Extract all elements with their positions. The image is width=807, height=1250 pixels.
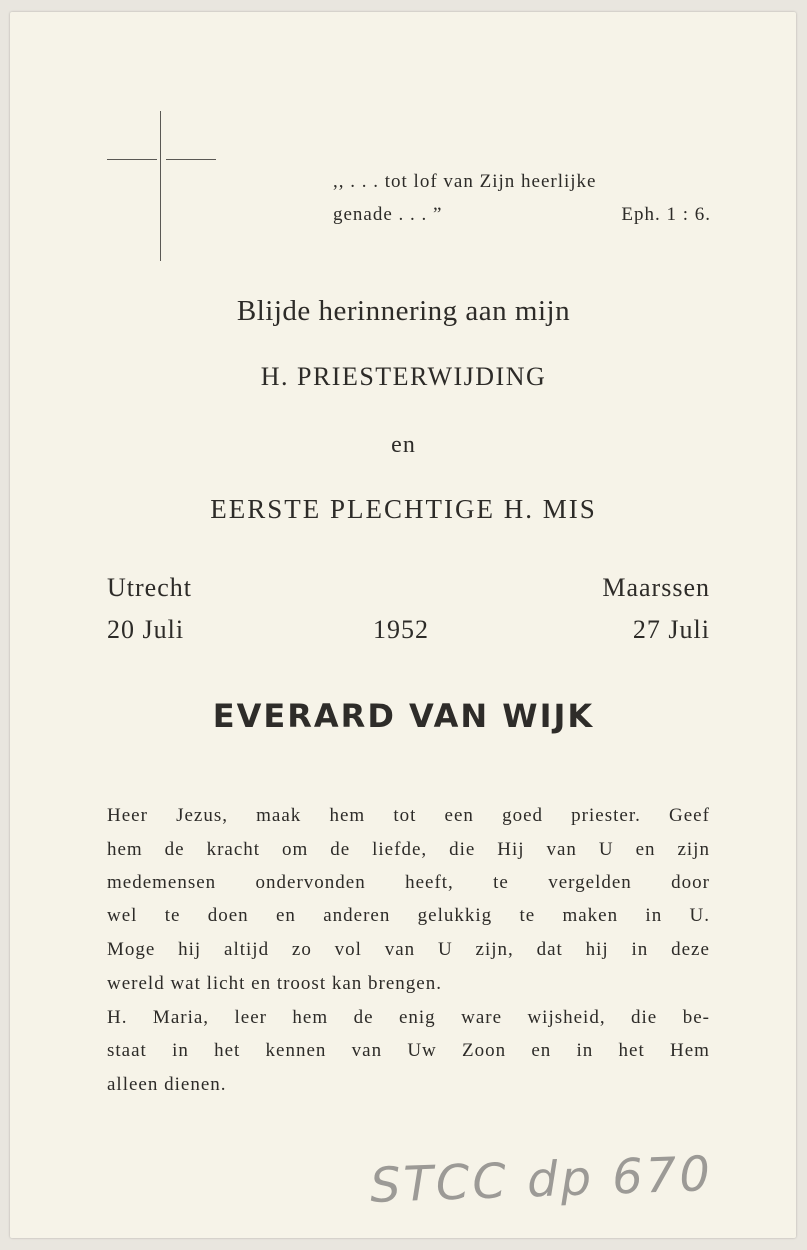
quote-reference: Eph. 1 : 6. <box>621 204 711 225</box>
heading-line-2: H. PRIESTERWIJDING <box>260 362 547 391</box>
quote-line-2 <box>333 204 711 226</box>
right-date: 27 Juli <box>632 615 710 644</box>
heading-line-4: EERSTE PLECHTIGE H. MIS <box>210 494 597 524</box>
heading-line-1: Blijde herinnering aan mijn <box>236 295 571 327</box>
prayer-line: H. Maria, leer hem de enig ware wijsheid, die be- <box>107 1007 710 1028</box>
prayer-line: wereld wat licht en troost kan brengen. <box>107 973 442 994</box>
quote-line-1: ,, . . . tot lof van Zijn heerlijke <box>333 171 597 192</box>
prayer-line: staat in het kennen van Uw Zoon en in het Hem <box>107 1040 710 1061</box>
year: 1952 <box>373 615 429 644</box>
prayer-line: Heer Jezus, maak hem tot een goed priester. Geef <box>107 805 710 826</box>
prayer-line: Moge hij altijd zo vol van U zijn, dat hij in deze <box>107 939 710 960</box>
left-date: 20 Juli <box>107 615 185 644</box>
cross-ornament-left-arm <box>107 159 157 160</box>
quote-line-2-text: genade . . . ” <box>333 204 443 225</box>
heading-line-3: en <box>391 432 416 458</box>
prayer-line: medemensen ondervonden heeft, te vergelden door <box>107 872 710 893</box>
person-name: EVERARD VAN WIJK <box>212 697 595 735</box>
prayer-line: alleen dienen. <box>107 1074 227 1095</box>
cross-ornament-vertical <box>160 111 161 261</box>
left-place: Utrecht <box>107 573 192 602</box>
cross-ornament-right-arm <box>166 159 216 160</box>
right-place: Maarssen <box>602 573 710 602</box>
prayer-line: hem de kracht om de liefde, die Hij van U en zijn <box>107 839 710 860</box>
handwritten-catalog-number: STCC dp 670 <box>369 1146 714 1214</box>
prayer-line: wel te doen en anderen gelukkig te maken in U. <box>107 905 710 926</box>
